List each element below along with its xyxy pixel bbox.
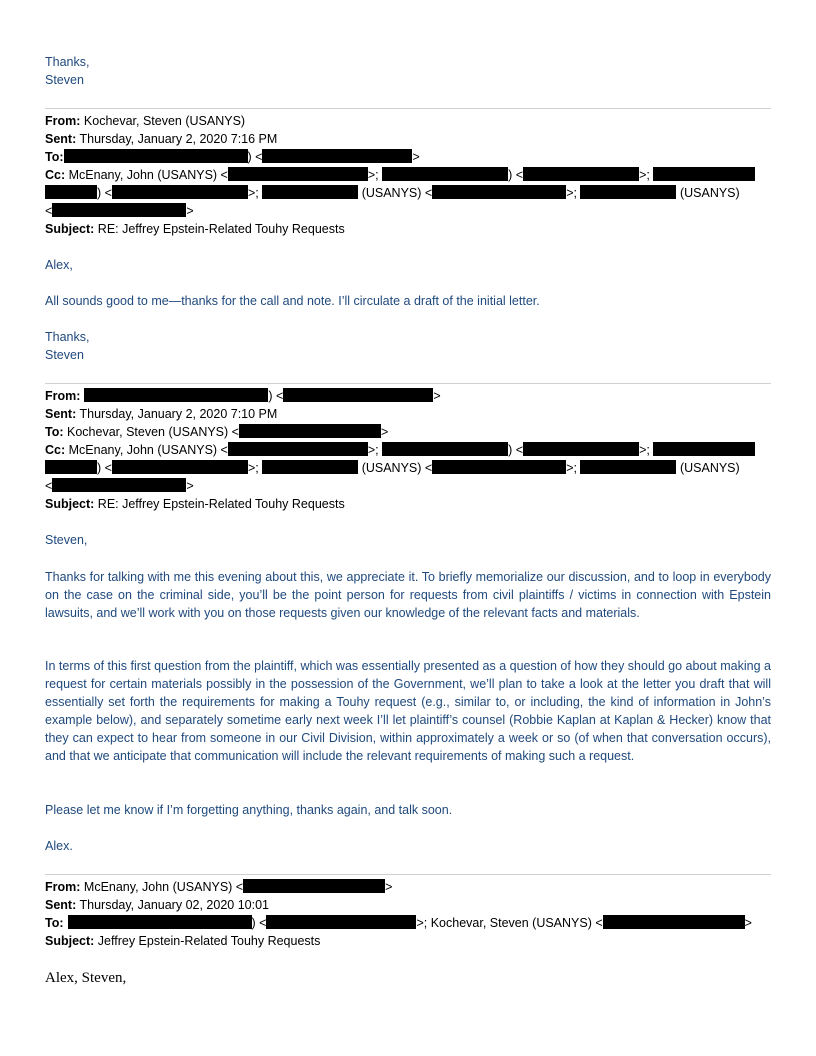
redaction <box>262 149 412 163</box>
redaction <box>283 388 433 402</box>
email3-subject: Subject: Jeffrey Epstein-Related Touhy Requests <box>45 934 321 948</box>
redaction <box>580 460 676 474</box>
email1-greeting: Alex, <box>45 258 73 272</box>
redaction <box>653 167 755 181</box>
email1-subject: Subject: RE: Jeffrey Epstein-Related Touhy Requests <box>45 222 345 236</box>
redaction <box>603 915 745 929</box>
redaction <box>112 185 248 199</box>
divider <box>45 108 771 109</box>
redaction <box>68 915 252 929</box>
email2-paragraph-2: In terms of this first question from the plaintiff, which was essentially presented as a question of how they should go about making a request for certain materials possibly in the possession of the Government, we’ll plan to take a look at the letter you draft that will essentially set forth the requirements for making a Touhy request (e.g., similar to, or including, the kind of information in John’s example below), and separately sometime early next week I’ll let plaintiff’s counsel (Robbie Kaplan at Kaplan & Hecker) know that they can expect to hear from someone in our Civil Division, within approximately a week or so (of when that conversation occurs), and that we anticipate that communication will include the relevant requirements of making such a request. <box>45 659 771 763</box>
email2-cc-cont: ) < >; (USANYS) < >; (USANYS) <box>45 460 740 476</box>
email2-paragraph-3: Please let me know if I’m forgetting anything, thanks again, and talk soon. <box>45 803 453 817</box>
email3-sent: Sent: Thursday, January 02, 2020 10:01 <box>45 898 269 912</box>
redaction <box>52 203 186 217</box>
redaction <box>382 442 508 456</box>
redaction <box>382 167 508 181</box>
email1-cc-cont: ) < >; (USANYS) < >; (USANYS) <box>45 185 740 201</box>
email2-signoff: Alex. <box>45 839 73 853</box>
email3-to: To: ) < >; Kochevar, Steven (USANYS) < > <box>45 916 752 930</box>
signature-thanks: Thanks, <box>45 55 90 69</box>
email1-thanks: Thanks, <box>45 330 90 344</box>
divider <box>45 874 771 875</box>
redaction <box>523 442 639 456</box>
signature-name: Steven <box>45 73 84 87</box>
redaction <box>239 424 381 438</box>
redaction <box>432 185 566 199</box>
redaction <box>653 442 755 456</box>
redaction <box>84 388 268 402</box>
email1-signoff: Steven <box>45 348 84 362</box>
redaction <box>580 185 676 199</box>
email2-greeting: Steven, <box>45 533 88 547</box>
email3-greeting: Alex, Steven, <box>45 970 127 986</box>
redaction <box>64 149 248 163</box>
email2-cc: Cc: McEnany, John (USANYS) < >; ) < >; <box>45 442 755 458</box>
redaction <box>228 442 368 456</box>
email2-paragraph-1: Thanks for talking with me this evening about this, we appreciate it. To briefly memorialize our discussion, and to loop in everybody on the case on the criminal side, you’ll be the point person for requests from civil plaintiffs / victims in connection with Epstein lawsuits, and we’ll work with you on those requests given our knowledge of the relevant facts and materials. <box>45 570 771 620</box>
email1-cc: Cc: McEnany, John (USANYS) < >; ) < >; <box>45 167 755 183</box>
email1-to: To: ) < > <box>45 150 420 164</box>
email2-from: From: ) < > <box>45 389 441 403</box>
email2-cc-cont2: < > <box>45 479 194 493</box>
redaction <box>228 167 368 181</box>
redaction <box>243 879 385 893</box>
email1-sent: Sent: Thursday, January 2, 2020 7:16 PM <box>45 132 278 146</box>
email1-from: From: Kochevar, Steven (USANYS) <box>45 114 246 128</box>
redaction <box>112 460 248 474</box>
email2-sent: Sent: Thursday, January 2, 2020 7:10 PM <box>45 407 278 421</box>
email1-body: All sounds good to me—thanks for the call and note. I’ll circulate a draft of the initial letter. <box>45 294 540 308</box>
email2-subject: Subject: RE: Jeffrey Epstein-Related Touhy Requests <box>45 497 345 511</box>
email1-cc-cont2: < > <box>45 204 194 218</box>
redaction <box>432 460 566 474</box>
email-document <box>45 0 771 1056</box>
redaction <box>52 478 186 492</box>
email2-to: To: Kochevar, Steven (USANYS) < > <box>45 425 389 439</box>
email3-from: From: McEnany, John (USANYS) < > <box>45 880 393 894</box>
redaction <box>262 460 358 474</box>
redaction <box>523 167 639 181</box>
divider <box>45 383 771 384</box>
redaction <box>266 915 416 929</box>
redaction <box>45 185 97 199</box>
redaction <box>262 185 358 199</box>
redaction <box>45 460 97 474</box>
